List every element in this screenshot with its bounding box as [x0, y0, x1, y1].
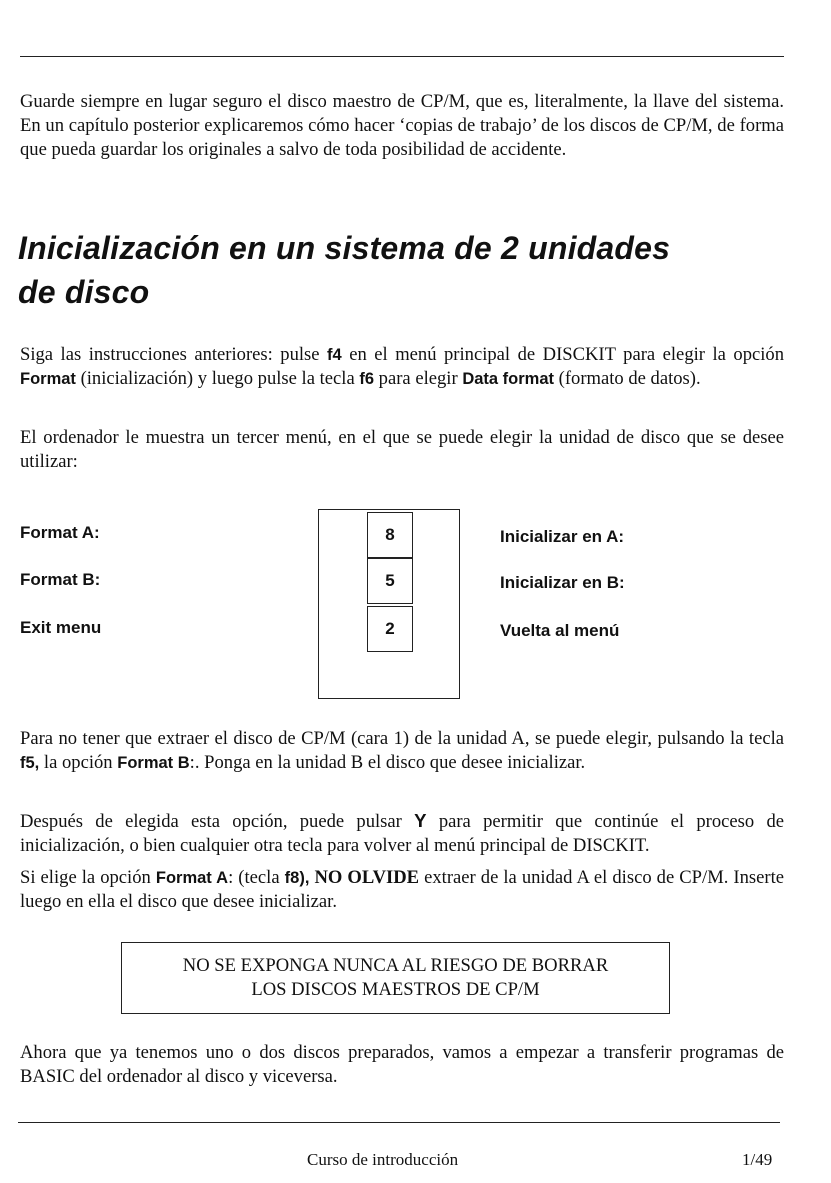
- footer-title: Curso de introducción: [307, 1150, 459, 1169]
- confirm-paragraph: [20, 809, 784, 858]
- no-olvide: NO OLVIDE: [314, 867, 420, 888]
- warning-line-2: LOS DISCOS MAESTROS DE CP/M: [251, 979, 540, 1000]
- option-format: Format: [20, 370, 76, 388]
- text: Para no tener que extraer el disco de CP/M (cara 1) de la unidad A, se puede elegir, pulsando la tecla: [20, 728, 784, 749]
- heading-line-2: de disco: [18, 274, 150, 310]
- text: Después de elegida esta opción, puede pulsar: [20, 811, 415, 832]
- key-f8: f8),: [284, 869, 310, 887]
- text: en el menú principal de DISCKIT para elegir la opción: [341, 344, 784, 365]
- text: Siga las instrucciones anteriores: pulse: [20, 344, 328, 365]
- menu-right-inicializar-a: Inicializar en A:: [500, 527, 625, 546]
- menu-right-inicializar-b: Inicializar en B:: [500, 573, 625, 592]
- menu-left-exit: Exit menu: [20, 618, 102, 637]
- format-a-paragraph: [20, 866, 784, 914]
- top-rule: [20, 56, 784, 57]
- menu-left-format-a: Format A:: [20, 523, 100, 542]
- option-format-b: Format B: [117, 754, 190, 772]
- option-data-format: Data format: [462, 370, 554, 388]
- page-number: 1/49: [742, 1150, 773, 1169]
- text: extraer de la unidad A el disco de CP/M. Inserte luego en ella el disco que desee inicializar.: [20, 867, 785, 912]
- text: la opción: [39, 752, 118, 773]
- key-f6: f6: [359, 370, 375, 388]
- warning-line-1: NO SE EXPONGA NUNCA AL RIESGO DE BORRAR: [182, 955, 609, 976]
- text: Si elige la opción: [20, 867, 156, 888]
- menu-right-vuelta: Vuelta al menú: [500, 621, 620, 640]
- heading-line-1: Inicialización en un sistema de 2 unidades: [18, 230, 671, 266]
- warning-box: [121, 942, 670, 1014]
- text: :. Ponga en la unidad B el disco que desee inicializar.: [189, 752, 586, 773]
- key-8: 8: [367, 512, 413, 558]
- key-5: 5: [367, 558, 413, 604]
- menu-left-format-b: Format B:: [20, 570, 101, 589]
- menu-intro-paragraph: El ordenador le muestra un tercer menú, en el que se puede elegir la unidad de disco que se desee utilizar:: [20, 427, 784, 472]
- intro-paragraph: Guarde siempre en lugar seguro el disco maestro de CP/M, que es, literalmente, la llave del sistema. En un capítulo posterior explicaremos cómo hacer ‘copias de trabajo’ de los discos de CP/M, de forma que pueda guardar los originales a salvo de toda posibilidad de accidente.: [20, 91, 784, 160]
- option-format-a: Format A: [155, 869, 229, 887]
- closing-paragraph: Ahora que ya tenemos uno o dos discos preparados, vamos a empezar a transferir programas de BASIC del ordenador al disco y viceversa.: [20, 1042, 784, 1087]
- bottom-rule: [18, 1122, 780, 1123]
- text: (inicialización) y luego pulse la tecla: [75, 368, 360, 389]
- key-f5: f5,: [20, 754, 40, 772]
- text: para permitir que continúe el proceso de inicialización, o bien cualquier otra tecla para volver al menú principal de DISCKIT.: [20, 811, 784, 856]
- format-b-paragraph: [20, 727, 784, 775]
- instructions-paragraph: [20, 343, 784, 391]
- key-y: Y: [414, 810, 427, 831]
- text: para elegir: [374, 368, 463, 389]
- key-f4: f4: [327, 346, 342, 364]
- section-heading: [18, 226, 798, 314]
- text: (formato de datos).: [554, 368, 701, 389]
- text: : (tecla: [228, 867, 285, 888]
- key-2: 2: [367, 606, 413, 652]
